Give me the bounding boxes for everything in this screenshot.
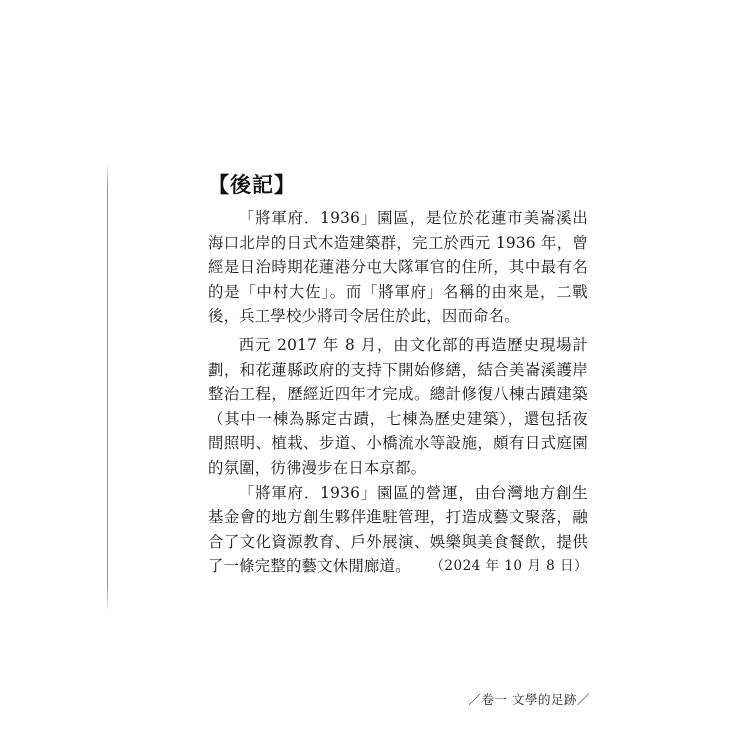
afterword-section [208, 170, 588, 579]
paragraph-1: 「將軍府．1936」園區，是位於花蓮市美崙溪出海口北岸的日式木造建築群，完工於西元 1936 年，曾經是日治時期花蓮港分屯大隊軍官的住所，其中最有名的是「中村大佐」。而「將軍府」名稱的由來是，二戰後，兵工學校少將司令居住於此，因而命名。 [208, 209, 588, 326]
paragraph-2: 西元 2017 年 8 月，由文化部的再造歷史現場計劃，和花蓮縣政府的支持下開始修繕，結合美崙溪護岸整治工程，歷經近四年才完成。總計修復八棟古蹟建築（其中一棟為縣定古蹟，七棟為歷史建築），還包括夜間照明、植栽、步道、小橋流水等設施，頗有日式庭園的氛圍，彷彿漫步在日本京都。 [208, 335, 588, 477]
paragraph-3-wrapper [208, 481, 588, 579]
running-footer: ／卷一 文學的足跡／ [468, 692, 590, 707]
section-heading: 【後記】 [208, 173, 296, 197]
paragraph-3: 「將軍府．1936」園區的營運，由台灣地方創生基金會的地方創生夥伴進駐管理，打造成藝文聚落，融合了文化資源教育、戶外展演、娛樂與美食餐飲，提供了一條完整的藝文休閒廊道。 [208, 483, 588, 576]
page-gutter-line [107, 162, 108, 612]
date-note: （2024 年 10 月 8 日） [430, 558, 588, 575]
